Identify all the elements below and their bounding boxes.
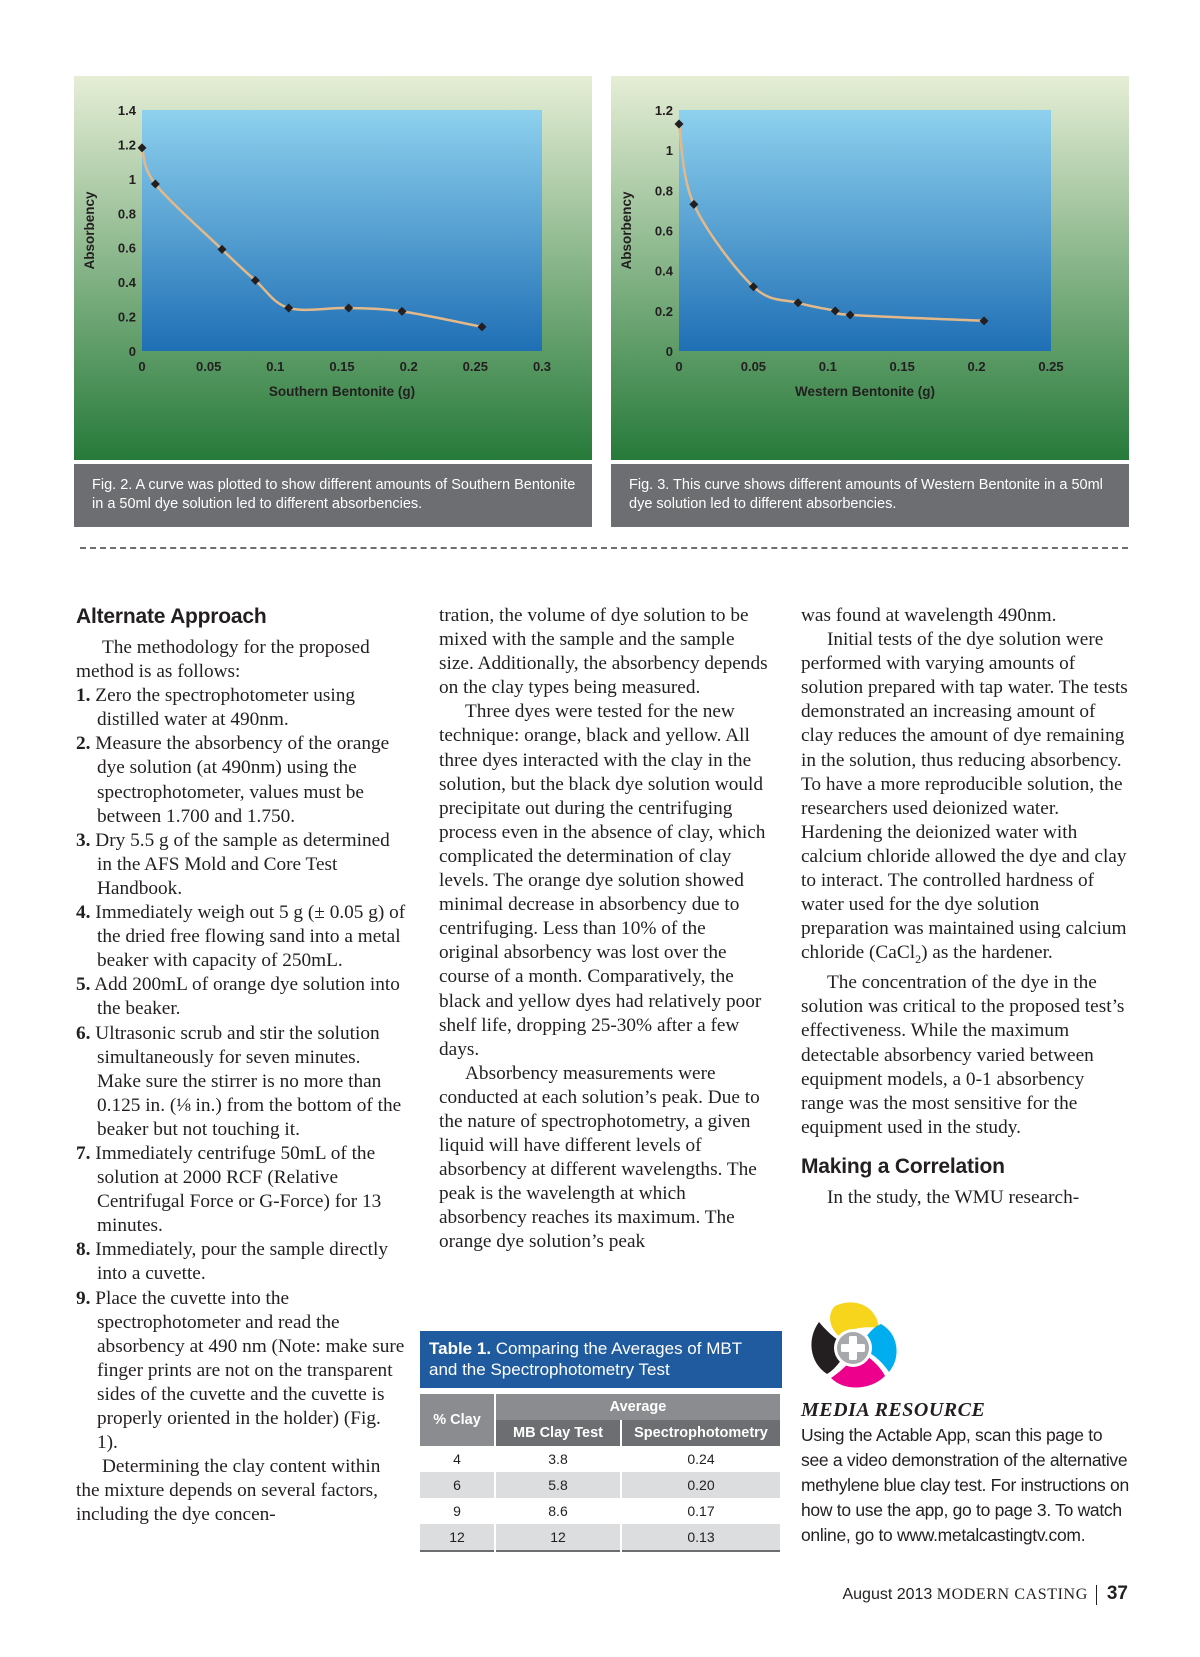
figure-caption: Fig. 3. This curve shows different amounts of Western Bentonite in a 50ml dye solution led to different absorbencies.	[611, 464, 1129, 527]
step-number: 1.	[76, 685, 91, 707]
text-column-1	[76, 604, 406, 1527]
table-cell: 6	[420, 1472, 495, 1498]
step-number: 3.	[76, 829, 91, 851]
footer-separator	[1096, 1585, 1097, 1605]
paragraph: The methodology for the proposed method is as follows:	[76, 637, 370, 683]
list-item	[76, 1238, 406, 1286]
y-tick-label: 1.4	[117, 103, 136, 118]
paragraph	[801, 628, 1131, 971]
paragraph: was found at wavelength 490nm.	[801, 605, 1057, 626]
list-item	[76, 732, 406, 828]
y-tick-label: 0	[128, 344, 136, 359]
step-text: Dry 5.5 g of the sample as determined in the AFS Mold and Core Test Handbook.	[95, 829, 390, 899]
x-tick-label: 0	[138, 359, 146, 374]
x-tick-label: 0.05	[196, 359, 222, 374]
x-tick-label: 0.25	[462, 359, 488, 374]
step-number: 7.	[76, 1142, 91, 1164]
column-header: % Clay	[420, 1394, 495, 1446]
figure-caption: Fig. 2. A curve was plotted to show different amounts of Southern Bentonite in a 50ml dye solution led to different absorbencies.	[74, 464, 592, 527]
paragraph: tration, the volume of dye solution to be mixed with the sample and the sample size. Additionally, the absorbency depends on the clay types being measured.	[439, 605, 768, 699]
table-1	[420, 1331, 782, 1552]
y-tick-label: 0.8	[117, 206, 136, 222]
list-item	[76, 901, 406, 973]
x-axis-label: Southern Bentonite (g)	[268, 384, 416, 399]
table-cell: 4	[420, 1446, 495, 1472]
x-tick-label: 0.05	[740, 359, 767, 374]
paragraph: Three dyes were tested for the new technique: orange, black and yellow. All three dyes interacted with the clay in the solution, but the black dye solution would precipitate out during the centrifuging process even in the absence of clay, which complicated the determination of clay levels. The orange dye solution showed minimal decrease in absorbency due to centrifuging. Less than 10% of the original absorbency was lost over the course of a month. Comparatively, the black and yellow dyes had relatively poor shelf life, dropping 25-30% after a few days.	[439, 701, 766, 1060]
table-cell: 9	[420, 1498, 495, 1524]
paragraph-text: Initial tests of the dye solution were performed with varying amounts of solution prepared with tap water. The tests demonstrated an increasing amount of clay reduces the amount of dye remaining in the solution, thus reducing absorbency. To have a more reproducible solution, the researchers used deionized water. Hardening the deionized water with calcium chloride allowed the dye and clay to interact. The controlled hardness of water used for the dye solution preparation was maintained using calcium chloride (CaCl	[801, 629, 1128, 964]
figure-western-bentonite	[611, 76, 1129, 527]
step-text: Zero the spectrophotometer using distilled water at 490nm.	[95, 685, 355, 731]
list-item	[76, 973, 406, 1021]
y-tick-label: 0.4	[117, 275, 136, 291]
section-heading: Making a Correlation	[801, 1154, 1005, 1178]
step-number: 6.	[76, 1022, 91, 1044]
list-item	[76, 1287, 406, 1456]
x-tick-label: 0.1	[818, 359, 837, 374]
table-cell: 0.20	[621, 1472, 781, 1498]
y-tick-label: 1	[665, 143, 673, 159]
table-cell: 0.17	[621, 1498, 781, 1524]
paragraph: In the study, the WMU research-	[827, 1186, 1080, 1208]
column-header: Average	[495, 1394, 781, 1420]
table-title-text: Comparing the Averages of MBT and the Spectrophotometry Test	[429, 1339, 742, 1379]
actable-app-logo	[805, 1298, 901, 1390]
step-number: 8.	[76, 1239, 91, 1261]
table-cell: 0.24	[621, 1446, 781, 1472]
x-tick-label: 0	[675, 359, 683, 374]
step-text: Add 200mL of orange dye solution into the beaker.	[94, 974, 400, 1020]
column-header: MB Clay Test	[495, 1420, 621, 1446]
column-header: Spectrophotometry	[621, 1420, 781, 1446]
western-bentonite-chart	[611, 76, 1129, 460]
page-footer	[842, 1583, 1128, 1605]
step-number: 2.	[76, 733, 91, 755]
y-tick-label: 1	[128, 171, 136, 187]
section-divider	[80, 547, 1128, 549]
y-tick-label: 0.6	[654, 223, 673, 239]
y-tick-label: 0.6	[117, 240, 136, 256]
text-column-3	[801, 604, 1131, 1210]
table-cell: 5.8	[495, 1472, 621, 1498]
x-tick-label: 0.3	[532, 359, 552, 374]
step-text: Immediately weigh out 5 g (± 0.05 g) of the dried free flowing sand into a metal beaker with capacity of 250mL.	[95, 902, 406, 972]
table-cell: 3.8	[495, 1446, 621, 1472]
table-row	[420, 1498, 781, 1524]
step-number: 5.	[76, 974, 91, 996]
x-tick-label: 0.25	[1038, 359, 1064, 374]
method-steps-list	[76, 684, 406, 1455]
y-tick-label: 0.4	[654, 263, 673, 279]
magazine-name: MODERN CASTING	[936, 1586, 1088, 1603]
y-tick-label: 1.2	[117, 137, 136, 153]
paragraph: Absorbency measurements were conducted at each solution’s peak. Due to the nature of spectrophotometry, a given liquid will have different levels of absorbency at different wavelengths. The peak is the wavelength at which absorbency reaches its maximum. The orange dye solution’s peak	[439, 1062, 760, 1253]
y-axis-label: Absorbency	[82, 191, 97, 270]
y-tick-label: 0	[665, 344, 673, 359]
list-item	[76, 829, 406, 901]
y-axis-label: Absorbency	[619, 191, 634, 270]
step-text: Immediately, pour the sample directly into a cuvette.	[95, 1239, 388, 1285]
list-item	[76, 1142, 406, 1238]
table-cell: 12	[420, 1524, 495, 1551]
y-tick-label: 0.8	[654, 183, 673, 199]
table-row	[420, 1446, 781, 1472]
step-text: Place the cuvette into the spectrophotometer and read the absorbency at 490 nm (Note: make sure finger prints are not on the transparent sides of the cuvette and the cuvette is properly oriented in the holder) (Fig. 1).	[95, 1287, 405, 1454]
step-text: Measure the absorbency of the orange dye solution (at 490nm) using the spectrophotometer, values must be between 1.700 and 1.750.	[95, 733, 390, 827]
x-tick-label: 0.15	[329, 359, 355, 374]
issue-date: August 2013	[842, 1586, 933, 1603]
step-text: Immediately centrifuge 50mL of the solution at 2000 RCF (Relative Centrifugal Force or G-Force) for 13 minutes.	[95, 1142, 382, 1237]
step-number: 9.	[76, 1287, 91, 1309]
media-resource-text: Using the Actable App, scan this page to see a video demonstration of the alternative methylene blue clay test. For instructions on how to use the app, go to page 3. To watch online, go to www.metalcastingtv.com.	[801, 1425, 1129, 1545]
media-resource-title: MEDIA RESOURCE	[801, 1399, 986, 1421]
table-cell: 12	[495, 1524, 621, 1551]
table-label: Table 1.	[429, 1339, 492, 1358]
southern-bentonite-chart	[74, 76, 592, 460]
section-heading: Alternate Approach	[76, 605, 267, 628]
table-cell: 0.13	[621, 1524, 781, 1551]
y-tick-label: 0.2	[117, 309, 136, 325]
paragraph: The concentration of the dye in the solution was critical to the proposed test’s effectiveness. While the maximum detectable absorbency varied between equipment models, a 0-1 absorbency range was the most sensitive for the equipment used in the study.	[801, 972, 1125, 1138]
x-tick-label: 0.1	[266, 359, 285, 374]
paragraph-text: ) as the hardener.	[921, 942, 1053, 964]
x-tick-label: 0.2	[967, 359, 986, 374]
y-tick-label: 1.2	[654, 103, 673, 118]
table-row	[420, 1524, 781, 1551]
text-column-2	[439, 604, 769, 1255]
list-item	[76, 1022, 406, 1142]
comparison-table	[420, 1394, 782, 1552]
x-tick-label: 0.2	[399, 359, 418, 374]
x-axis-label: Western Bentonite (g)	[794, 384, 936, 399]
page-number: 37	[1106, 1583, 1128, 1604]
y-tick-label: 0.2	[654, 303, 673, 319]
step-number: 4.	[76, 902, 91, 924]
table-title	[420, 1331, 782, 1388]
table-cell: 8.6	[495, 1498, 621, 1524]
figure-southern-bentonite	[74, 76, 592, 527]
list-item	[76, 684, 406, 732]
step-text: Ultrasonic scrub and stir the solution simultaneously for seven minutes. Make sure the stirrer is no more than 0.125 in. (⅛ in.) from the bottom of the beaker but not touching it.	[95, 1022, 402, 1140]
subscript: 2	[915, 952, 922, 967]
table-row	[420, 1472, 781, 1498]
paragraph: Determining the clay content within the mixture depends on several factors, including the dye concen-	[76, 1456, 381, 1526]
x-tick-label: 0.15	[889, 359, 915, 374]
